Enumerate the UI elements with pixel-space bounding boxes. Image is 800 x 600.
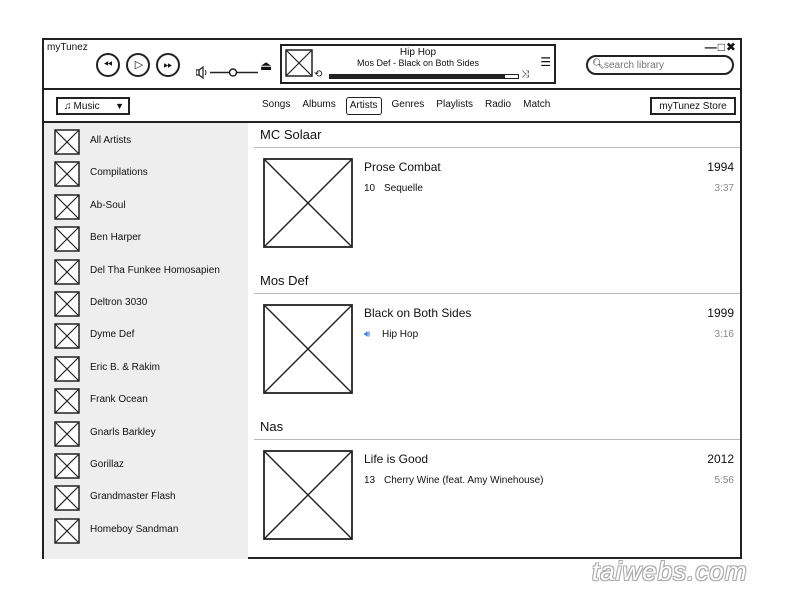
album-year: 1999 <box>707 306 734 320</box>
view-tabs <box>260 97 560 115</box>
artist-thumbnail <box>54 453 80 479</box>
eject-icon: ⏏︎ <box>260 58 273 73</box>
artist-thumbnail <box>54 194 80 220</box>
sidebar-item-label: Homeboy Sandman <box>90 523 179 535</box>
tab-playlists[interactable]: Playlists <box>436 99 473 110</box>
rewind-button[interactable] <box>96 53 120 77</box>
repeat-icon[interactable]: ⟲ <box>314 69 323 80</box>
artist-thumbnail <box>54 129 80 155</box>
volume-icon <box>196 67 206 78</box>
artist-thumbnail <box>54 259 80 285</box>
track-duration: 5:56 <box>714 475 734 486</box>
artist-name-heading: Mos Def <box>260 273 309 288</box>
rewind-icon: ⏪︎ <box>103 58 113 71</box>
section-divider <box>254 147 740 148</box>
artist-sidebar <box>44 123 248 559</box>
album-year: 2012 <box>707 452 734 466</box>
app-window <box>42 38 742 559</box>
sidebar-item-artist[interactable] <box>54 226 244 252</box>
sidebar-item-label: Ben Harper <box>90 232 142 244</box>
fast-forward-button[interactable] <box>156 53 180 77</box>
sidebar-item-label: Del Tha Funkee Homosapien <box>90 264 220 276</box>
album-year: 1994 <box>707 160 734 174</box>
navigation-bar <box>44 90 740 123</box>
sidebar-item-label: Dyme Def <box>90 329 135 341</box>
artist-thumbnail <box>54 291 80 317</box>
track-row[interactable] <box>364 475 544 486</box>
sidebar-item-label: Gorillaz <box>90 459 124 470</box>
track-title: Sequelle <box>384 183 423 194</box>
sidebar-item-artist[interactable] <box>54 485 244 511</box>
artist-thumbnail <box>54 388 80 414</box>
sidebar-item-artist[interactable] <box>54 388 244 414</box>
artist-thumbnail <box>54 356 80 382</box>
sidebar-item-label: Ab-Soul <box>90 199 126 211</box>
sidebar-item-artist[interactable] <box>54 161 244 187</box>
now-playing-panel <box>280 44 556 84</box>
now-playing-speaker-icon: 🔊︎ <box>364 329 371 340</box>
sidebar-item-artist[interactable] <box>54 518 244 544</box>
music-note-icon: ♫ <box>64 100 72 112</box>
sidebar-item-artist[interactable] <box>54 194 244 220</box>
progress-bar[interactable] <box>329 74 519 79</box>
shuffle-icon[interactable]: ⤨ <box>521 69 529 80</box>
up-next-list-icon[interactable]: ☰ <box>540 55 551 69</box>
app-title: myTunez <box>47 42 88 53</box>
track-title: Cherry Wine (feat. Amy Winehouse) <box>384 475 544 486</box>
sidebar-item-label: Compilations <box>90 167 148 179</box>
sidebar-item-artist[interactable] <box>54 356 244 382</box>
tab-albums[interactable]: Albums <box>302 99 336 110</box>
artist-name-heading: MC Solaar <box>260 127 322 142</box>
album-title[interactable]: Black on Both Sides <box>364 306 472 320</box>
sidebar-item-label: Frank Ocean <box>90 394 148 406</box>
play-button[interactable] <box>126 53 150 77</box>
watermark: taiwebs.com <box>592 556 748 586</box>
sidebar-item-label: Grandmaster Flash <box>90 491 176 503</box>
track-row[interactable] <box>364 183 423 194</box>
sidebar-item-label: Deltron 3030 <box>90 297 148 308</box>
section-divider <box>254 439 740 440</box>
track-number: 13 <box>364 475 376 486</box>
library-dropdown[interactable] <box>56 97 130 115</box>
track-number: 10 <box>364 183 376 194</box>
tab-artists[interactable]: Artists <box>346 97 382 115</box>
search-box[interactable] <box>586 55 734 75</box>
caret-down-icon: ▼ <box>115 101 124 111</box>
sidebar-item-artist[interactable] <box>54 421 244 447</box>
volume-knob <box>230 69 237 76</box>
sidebar-item-label: Gnarls Barkley <box>90 426 156 438</box>
library-dropdown-label: Music <box>73 100 100 112</box>
artist-thumbnail <box>54 323 80 349</box>
artist-thumbnail <box>54 518 80 544</box>
tab-genres[interactable]: Genres <box>391 99 425 110</box>
sidebar-item-artist[interactable] <box>54 259 244 285</box>
track-duration: 3:37 <box>714 183 734 194</box>
artist-name-heading: Nas <box>260 419 284 434</box>
window-controls[interactable]: —□✖ <box>704 40 737 54</box>
search-input[interactable] <box>604 58 728 72</box>
search-icon: 🔍︎ <box>592 59 605 70</box>
tab-radio[interactable]: Radio <box>484 99 512 110</box>
section-divider <box>254 293 740 294</box>
album-title[interactable]: Prose Combat <box>364 160 441 174</box>
tab-songs[interactable]: Songs <box>262 99 291 110</box>
sidebar-item-artist[interactable] <box>54 453 244 479</box>
track-row[interactable] <box>364 329 418 340</box>
eject-button[interactable] <box>260 58 272 74</box>
sidebar-item-artist[interactable] <box>54 129 244 155</box>
sidebar-item-artist[interactable] <box>54 323 244 349</box>
player-toolbar <box>44 40 740 90</box>
now-playing-track: Mos Def - Black on Both Sides <box>356 58 480 68</box>
artist-albums-view <box>248 123 740 559</box>
track-duration: 3:16 <box>714 329 734 340</box>
sidebar-item-artist[interactable] <box>54 291 244 317</box>
album-artwork[interactable] <box>263 450 353 540</box>
play-icon: ▷ <box>134 58 144 71</box>
artist-thumbnail <box>54 161 80 187</box>
track-title: Hip Hop <box>382 329 419 340</box>
sidebar-item-label: Eric B. & Rakim <box>90 361 161 373</box>
sidebar-item-label: All Artists <box>90 135 132 146</box>
artist-thumbnail <box>54 485 80 511</box>
album-title[interactable]: Life is Good <box>364 452 429 466</box>
artist-thumbnail <box>54 421 80 447</box>
tab-match[interactable]: Match <box>523 99 551 110</box>
album-artwork[interactable] <box>263 158 353 248</box>
store-button[interactable]: myTunez Store <box>650 97 736 115</box>
now-playing-genre: Hip Hop <box>399 47 437 58</box>
album-artwork[interactable] <box>263 304 353 394</box>
fast-forward-icon: ⏩︎ <box>163 58 173 71</box>
artist-thumbnail <box>54 226 80 252</box>
volume-slider[interactable] <box>196 65 268 81</box>
